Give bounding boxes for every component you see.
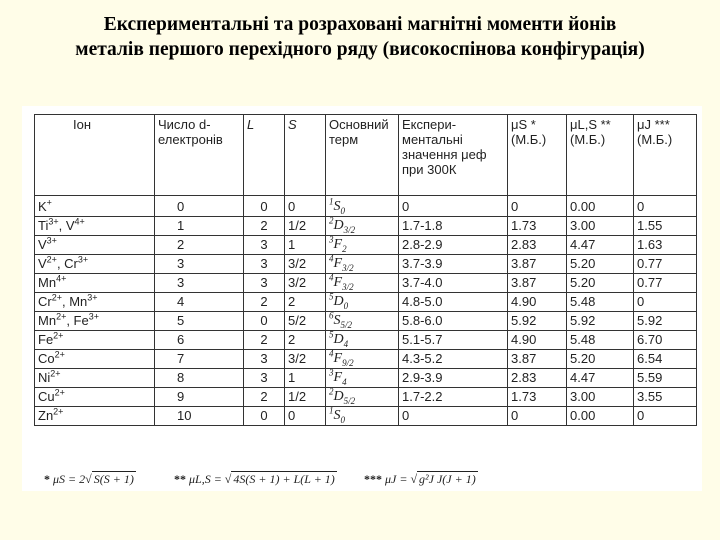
mu-s-cell: 1.73 — [508, 388, 567, 407]
mu-s-cell: 2.83 — [508, 369, 567, 388]
mu-j-cell: 0.77 — [634, 274, 697, 293]
l-cell: 3 — [244, 236, 285, 255]
d-electrons-cell: 9 — [155, 388, 244, 407]
experimental-cell: 2.9-3.9 — [399, 369, 508, 388]
l-cell: 3 — [244, 350, 285, 369]
experimental-cell: 4.8-5.0 — [399, 293, 508, 312]
mu-s-cell: 3.87 — [508, 255, 567, 274]
mu-ls-cell: 3.00 — [567, 388, 634, 407]
s-cell: 0 — [285, 407, 326, 426]
mu-s-cell: 3.87 — [508, 350, 567, 369]
l-cell: 2 — [244, 217, 285, 236]
d-electrons-cell: 6 — [155, 331, 244, 350]
formula-mu-s: * μS = 2√ S(S + 1) — [44, 472, 134, 486]
mu-ls-cell: 5.92 — [567, 312, 634, 331]
formula-footnotes — [34, 468, 554, 494]
mu-s-cell: 2.83 — [508, 236, 567, 255]
header-mu-s: μS * (М.Б.) — [508, 115, 567, 196]
header-d-electrons: Число d- електронів — [155, 115, 244, 196]
l-cell: 2 — [244, 388, 285, 407]
s-cell: 5/2 — [285, 312, 326, 331]
ion-cell: $Ti^{3+}$, $V^{4+}$ — [35, 217, 155, 236]
table-row — [35, 196, 697, 217]
s-cell: 2 — [285, 331, 326, 350]
mu-ls-cell: 5.20 — [567, 274, 634, 293]
table-row — [35, 407, 697, 426]
ion-cell: $Co^{2+}$ — [35, 350, 155, 369]
mu-ls-cell: 0.00 — [567, 407, 634, 426]
mu-ls-cell: 3.00 — [567, 217, 634, 236]
s-cell: 1/2 — [285, 217, 326, 236]
ion-cell: $Ni^{2+}$ — [35, 369, 155, 388]
d-electrons-cell: 8 — [155, 369, 244, 388]
mu-j-cell: 5.59 — [634, 369, 697, 388]
ion-cell: $V^{3+}$ — [35, 236, 155, 255]
magnetic-moments-table — [34, 114, 697, 426]
term-cell: $^1S_0$ — [326, 196, 399, 217]
d-electrons-cell: 2 — [155, 236, 244, 255]
ion-cell: $Fe^{2+}$ — [35, 331, 155, 350]
experimental-cell: 5.8-6.0 — [399, 312, 508, 331]
header-mu-ls: μL,S ** (М.Б.) — [567, 115, 634, 196]
term-cell: $^2D_{5/2}$ — [326, 388, 399, 407]
l-cell: 3 — [244, 369, 285, 388]
experimental-cell: 3.7-3.9 — [399, 255, 508, 274]
term-cell: $^3F_2$ — [326, 236, 399, 255]
title-line-2: металів першого перехідного ряду (високоспінова конфігурація) — [75, 39, 645, 60]
mu-ls-cell: 0.00 — [567, 196, 634, 217]
formula-mu-j: *** μJ = √ g²J J(J + 1) — [364, 472, 476, 486]
ion-cell: $Cr^{2+}$, $Mn^{3+}$ — [35, 293, 155, 312]
l-cell: 3 — [244, 274, 285, 293]
ion-cell: K+ — [35, 196, 155, 217]
header-ion: Іон — [35, 115, 155, 196]
d-electrons-cell: 4 — [155, 293, 244, 312]
experimental-cell: 2.8-2.9 — [399, 236, 508, 255]
ion-cell: $Mn^{4+}$ — [35, 274, 155, 293]
mu-j-cell: 1.55 — [634, 217, 697, 236]
title-line-1: Експериментальні та розраховані магнітні моменти йонів — [103, 14, 617, 35]
mu-ls-cell: 5.48 — [567, 331, 634, 350]
s-cell: 1 — [285, 236, 326, 255]
mu-s-cell: 0 — [508, 196, 567, 217]
s-cell: 0 — [285, 196, 326, 217]
mu-j-cell: 6.70 — [634, 331, 697, 350]
d-electrons-cell: 10 — [155, 407, 244, 426]
term-cell: $^5D_0$ — [326, 293, 399, 312]
experimental-cell: 0 — [399, 407, 508, 426]
formula-mu-ls: ** μL,S = √ 4S(S + 1) + L(L + 1) — [174, 472, 335, 486]
s-cell: 3/2 — [285, 274, 326, 293]
mu-ls-cell: 4.47 — [567, 369, 634, 388]
l-cell: 2 — [244, 331, 285, 350]
mu-j-cell: 1.63 — [634, 236, 697, 255]
term-cell: $^4F_{9/2}$ — [326, 350, 399, 369]
experimental-cell: 4.3-5.2 — [399, 350, 508, 369]
term-cell: $^4F_{3/2}$ — [326, 255, 399, 274]
term-cell: $^3F_4$ — [326, 369, 399, 388]
d-electrons-cell: 3 — [155, 274, 244, 293]
table-row — [35, 236, 697, 255]
d-electrons-cell: 5 — [155, 312, 244, 331]
table-row — [35, 350, 697, 369]
mu-j-cell: 0 — [634, 407, 697, 426]
s-cell: 1/2 — [285, 388, 326, 407]
l-cell: 0 — [244, 196, 285, 217]
ion-cell: $Mn^{2+}$, $Fe^{3+}$ — [35, 312, 155, 331]
experimental-cell: 1.7-1.8 — [399, 217, 508, 236]
ion-cell: $Cu^{2+}$ — [35, 388, 155, 407]
mu-j-cell: 5.92 — [634, 312, 697, 331]
d-electrons-cell: 7 — [155, 350, 244, 369]
term-cell: $^4F_{3/2}$ — [326, 274, 399, 293]
mu-s-cell: 4.90 — [508, 331, 567, 350]
term-cell: $^6S_{5/2}$ — [326, 312, 399, 331]
experimental-cell: 3.7-4.0 — [399, 274, 508, 293]
mu-j-cell: 3.55 — [634, 388, 697, 407]
mu-s-cell: 0 — [508, 407, 567, 426]
s-cell: 1 — [285, 369, 326, 388]
d-electrons-cell: 3 — [155, 255, 244, 274]
mu-ls-cell: 5.20 — [567, 255, 634, 274]
term-cell: $^1S_0$ — [326, 407, 399, 426]
s-cell: 3/2 — [285, 255, 326, 274]
l-cell: 2 — [244, 293, 285, 312]
l-cell: 0 — [244, 407, 285, 426]
mu-j-cell: 0 — [634, 196, 697, 217]
header-row — [35, 115, 697, 196]
mu-ls-cell: 5.48 — [567, 293, 634, 312]
mu-j-cell: 0 — [634, 293, 697, 312]
ion-cell: $Zn^{2+}$ — [35, 407, 155, 426]
table-row — [35, 331, 697, 350]
mu-s-cell: 1.73 — [508, 217, 567, 236]
term-cell: $^5D_4$ — [326, 331, 399, 350]
table-row — [35, 369, 697, 388]
mu-j-cell: 6.54 — [634, 350, 697, 369]
header-mu-j: μJ *** (М.Б.) — [634, 115, 697, 196]
d-electrons-cell: 0 — [155, 196, 244, 217]
term-cell: $^2D_{3/2}$ — [326, 217, 399, 236]
mu-ls-cell: 4.47 — [567, 236, 634, 255]
l-cell: 3 — [244, 255, 285, 274]
table-sheet — [22, 106, 702, 491]
ion-cell: $V^{2+}$, $Cr^{3+}$ — [35, 255, 155, 274]
mu-s-cell: 5.92 — [508, 312, 567, 331]
mu-j-cell: 0.77 — [634, 255, 697, 274]
experimental-cell: 1.7-2.2 — [399, 388, 508, 407]
experimental-cell: 0 — [399, 196, 508, 217]
header-ground-term: Основний терм — [326, 115, 399, 196]
header-experimental: Експери- ментальні значення μеф при 300К — [399, 115, 508, 196]
header-s: S — [285, 115, 326, 196]
table-row — [35, 293, 697, 312]
s-cell: 3/2 — [285, 350, 326, 369]
l-cell: 0 — [244, 312, 285, 331]
table-row — [35, 255, 697, 274]
table-body — [35, 196, 697, 426]
slide-title — [0, 12, 720, 62]
mu-s-cell: 4.90 — [508, 293, 567, 312]
mu-s-cell: 3.87 — [508, 274, 567, 293]
d-electrons-cell: 1 — [155, 217, 244, 236]
table-row — [35, 312, 697, 331]
table-row — [35, 274, 697, 293]
header-l: L — [244, 115, 285, 196]
s-cell: 2 — [285, 293, 326, 312]
table-row — [35, 217, 697, 236]
mu-ls-cell: 5.20 — [567, 350, 634, 369]
table-row — [35, 388, 697, 407]
experimental-cell: 5.1-5.7 — [399, 331, 508, 350]
